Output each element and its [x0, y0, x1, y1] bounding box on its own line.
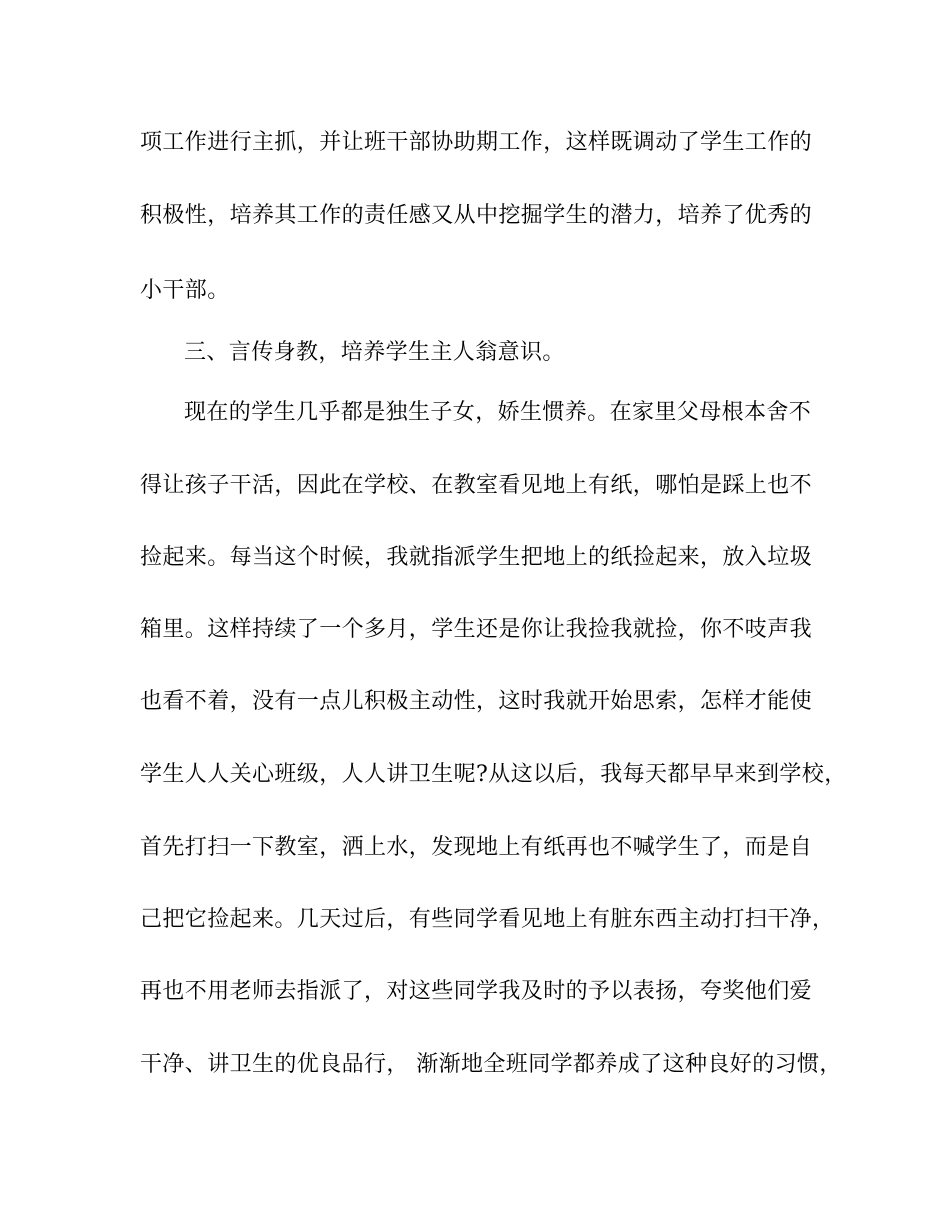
text-line-2: 积极性，培养其工作的责任感又从中挖掘学生的潜力，培养了优秀的: [140, 203, 813, 228]
text-line-6: 得让孩子干活，因此在学校、在教室看见地上有纸，哪怕是踩上也不: [140, 473, 813, 498]
text-line-11: 首先打扫一下教室，洒上水，发现地上有纸再也不喊学生了，而是自: [140, 835, 813, 860]
text-line-1: 项工作进行主抓，并让班干部协助期工作，这样既调动了学生工作的: [140, 130, 813, 155]
text-line-12: 己把它捡起来。几天过后，有些同学看见地上有脏东西主动打扫干净，: [140, 907, 835, 932]
text-line-3: 小干部。: [140, 278, 230, 303]
text-line-5: 现在的学生几乎都是独生子女，娇生惯养。在家里父母根本舍不: [184, 400, 812, 425]
text-line-10: 学生人人关心班级，人人讲卫生呢?从这以后，我每天都早早来到学校，: [140, 762, 847, 787]
text-line-14: 干净、讲卫生的优良品行， 渐渐地全班同学都养成了这种良好的习惯，: [140, 1052, 842, 1077]
section-heading: 三、言传身教，培养学生主人翁意识。: [184, 340, 565, 365]
text-line-8: 箱里。这样持续了一个多月，学生还是你让我捡我就捡，你不吱声我: [140, 617, 813, 642]
text-line-13: 再也不用老师去指派了，对这些同学我及时的予以表扬，夸奖他们爱: [140, 979, 813, 1004]
text-line-7: 捡起来。每当这个时候，我就指派学生把地上的纸捡起来，放入垃圾: [140, 545, 813, 570]
text-line-9: 也看不着，没有一点儿积极主动性，这时我就开始思索，怎样才能使: [140, 689, 813, 714]
